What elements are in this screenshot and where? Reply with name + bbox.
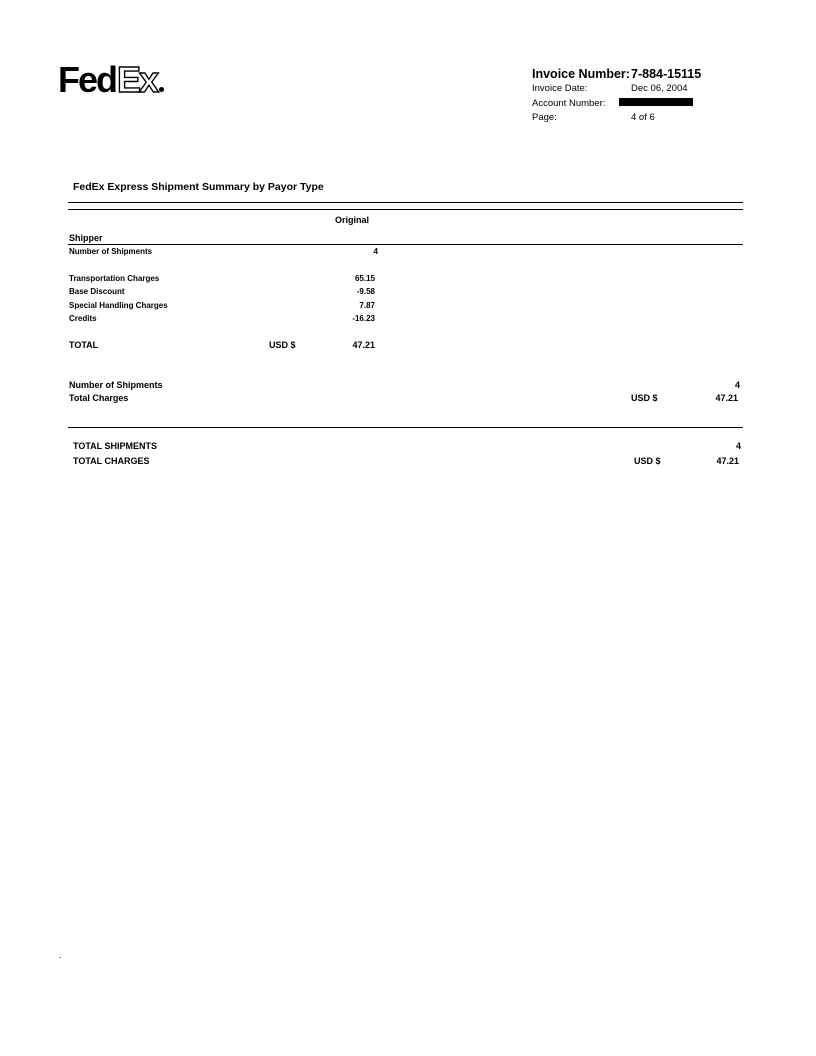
column-header-original: Original [335, 215, 370, 225]
charge-label: Special Handling Charges [69, 301, 168, 310]
footer-mark: . [59, 950, 62, 960]
charge-value: 65.15 [354, 274, 375, 283]
totals-total-charges-label: Total Charges [69, 393, 129, 403]
summary-total-label: TOTAL [69, 340, 99, 350]
invoice-number-label: Invoice Number: [532, 67, 630, 81]
totals-currency: USD $ [631, 393, 658, 403]
charge-value: 7.87 [359, 301, 375, 310]
logo-ex: Ex [117, 59, 158, 100]
grand-shipments-label: TOTAL SHIPMENTS [73, 441, 158, 451]
account-number-label: Account Number: [532, 98, 606, 109]
grand-shipments: 4 [735, 441, 741, 451]
shipper-num-shipments-label: Number of Shipments [69, 247, 153, 256]
section-shipper: Shipper [69, 233, 103, 243]
summary-total-currency: USD $ [269, 340, 296, 350]
totals-num-shipments-label: Number of Shipments [69, 380, 163, 390]
grand-charges: 47.21 [716, 456, 739, 466]
invoice-number: 7-884-15115 [631, 67, 702, 81]
rule-top-2 [68, 209, 743, 210]
logo-fed: Fed [58, 59, 117, 100]
totals-total-charges: 47.21 [715, 393, 738, 403]
charge-label: Base Discount [69, 287, 125, 296]
rule-shipper [68, 244, 743, 245]
charge-label: Credits [69, 314, 97, 323]
charge-value: -9.58 [356, 287, 375, 296]
fedex-logo [58, 59, 164, 100]
logo-dot [159, 87, 164, 92]
invoice-date: Dec 06, 2004 [631, 83, 688, 94]
summary-total-value: 47.21 [352, 340, 375, 350]
shipper-num-shipments: 4 [373, 247, 378, 256]
rule-top-1 [68, 202, 743, 203]
totals-num-shipments: 4 [734, 380, 740, 390]
page-number: 4 of 6 [631, 112, 655, 123]
grand-charges-label: TOTAL CHARGES [73, 456, 150, 466]
page-label: Page: [532, 112, 557, 123]
charge-label: Transportation Charges [69, 274, 160, 283]
grand-currency: USD $ [634, 456, 661, 466]
rule-grand [68, 427, 743, 428]
redacted-account-number [619, 98, 693, 106]
summary-title: FedEx Express Shipment Summary by Payor Type [73, 181, 324, 193]
invoice-date-label: Invoice Date: [532, 83, 588, 94]
charge-value: -16.23 [352, 314, 375, 323]
